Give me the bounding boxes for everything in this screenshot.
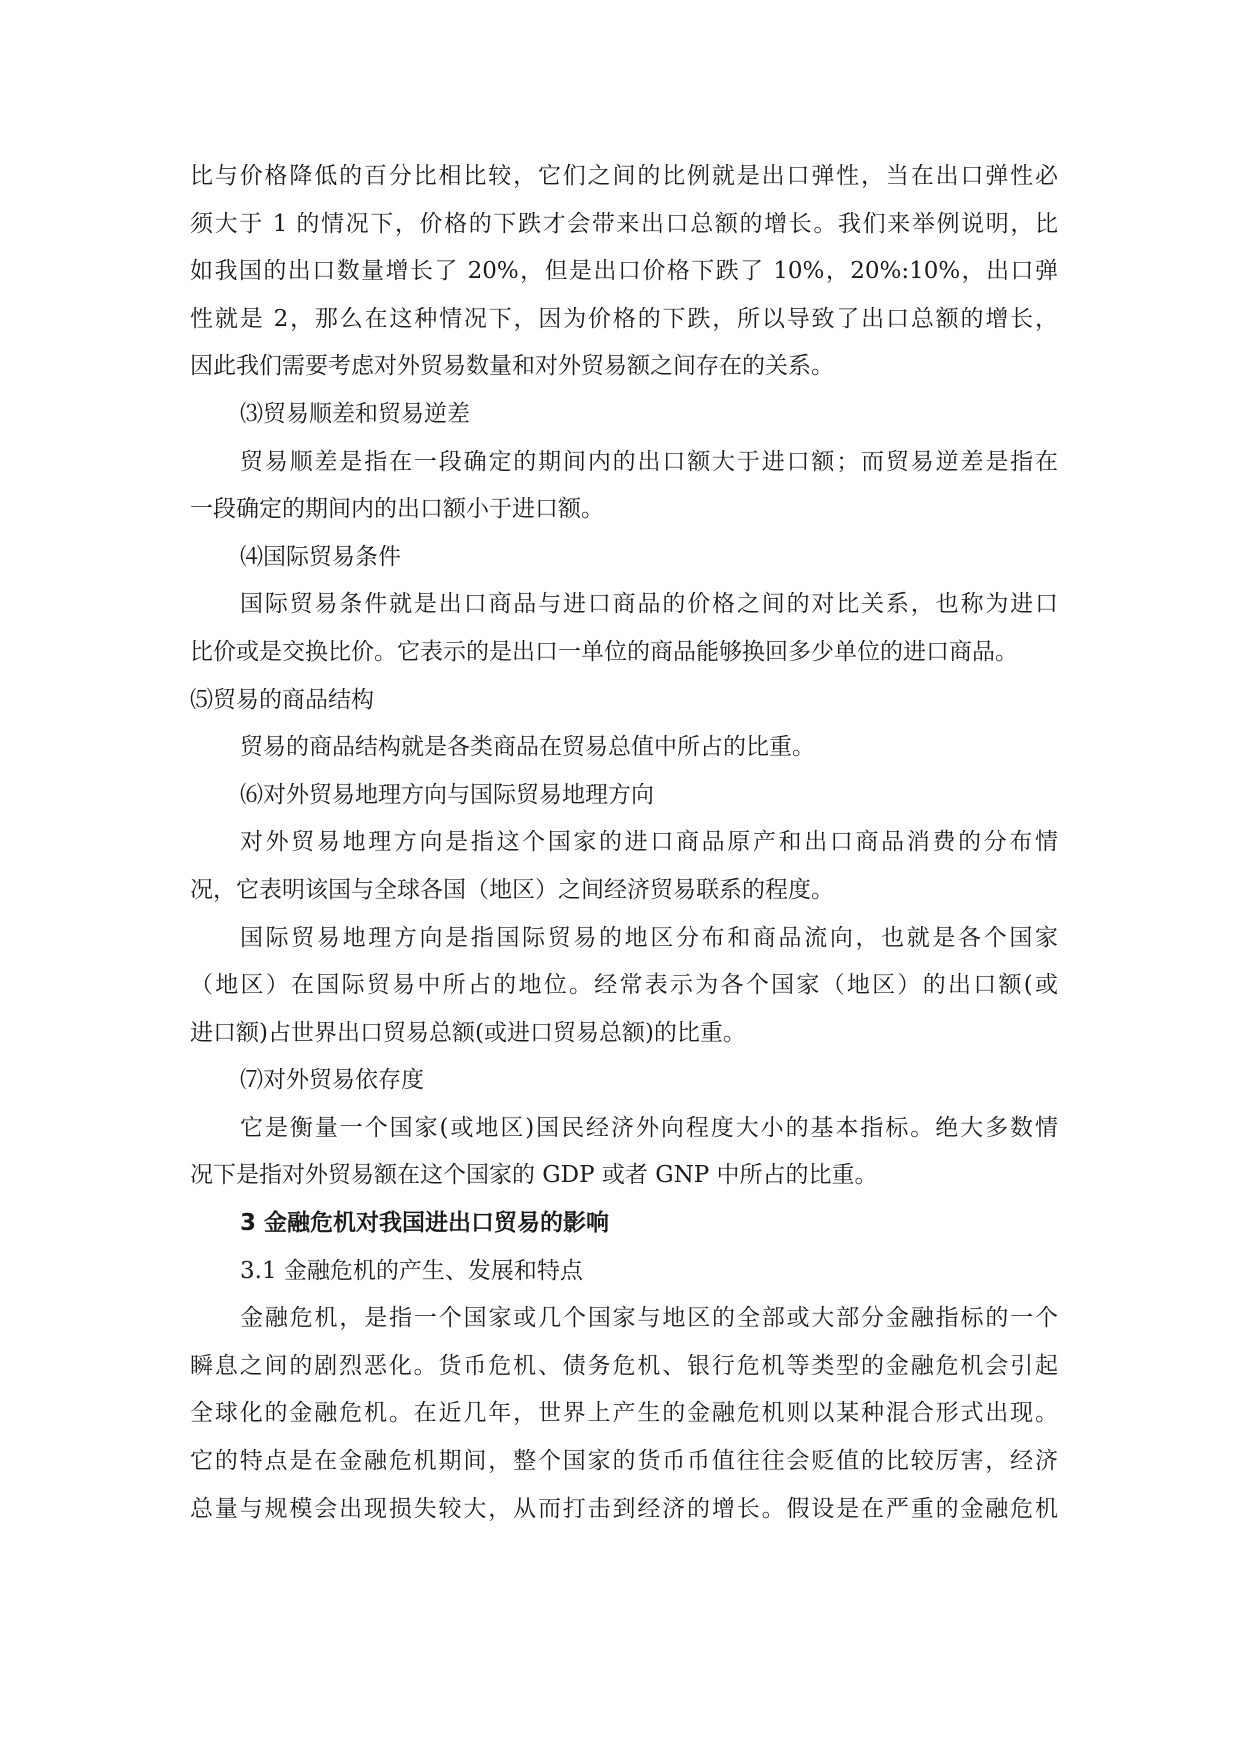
section-heading: ⑸贸易的商品结构 bbox=[190, 686, 374, 713]
section-heading: ⑺对外贸易依存度 bbox=[240, 1067, 424, 1094]
section-heading: ⑶贸易顺差和贸易逆差 bbox=[240, 400, 470, 427]
body-line: 况下是指对外贸易额在这个国家的 GDP 或者 GNP 中所占的比重。 bbox=[190, 1162, 878, 1189]
body-line: 比价或是交换比价。它表示的是出口一单位的商品能够换回多少单位的进口商品。 bbox=[190, 638, 1018, 665]
body-line: 须大于 1 的情况下，价格的下跌才会带来出口总额的增长。我们来举例说明，比 bbox=[190, 210, 1058, 237]
body-line: 国际贸易地理方向是指国际贸易的地区分布和商品流向，也就是各个国家 bbox=[240, 924, 1058, 951]
body-line: 一段确定的期间内的出口额小于进口额。 bbox=[190, 496, 604, 523]
body-line: 况，它表明该国与全球各国（地区）之间经济贸易联系的程度。 bbox=[190, 876, 834, 903]
section-heading: ⑷国际贸易条件 bbox=[240, 543, 401, 570]
document-body bbox=[190, 153, 1058, 1533]
section-heading: ⑹对外贸易地理方向与国际贸易地理方向 bbox=[240, 781, 654, 808]
chapter-heading: 3 金融危机对我国进出口贸易的影响 bbox=[240, 1210, 610, 1237]
body-line: 因此我们需要考虑对外贸易数量和对外贸易额之间存在的关系。 bbox=[190, 353, 834, 380]
body-line: 金融危机，是指一个国家或几个国家与地区的全部或大部分金融指标的一个 bbox=[240, 1305, 1058, 1332]
body-line: 比与价格降低的百分比相比较，它们之间的比例就是出口弹性，当在出口弹性必 bbox=[190, 163, 1058, 189]
body-line: 它的特点是在金融危机期间，整个国家的货币币值往往会贬值的比较厉害，经济 bbox=[190, 1448, 1058, 1475]
subsection-heading: 3.1 金融危机的产生、发展和特点 bbox=[240, 1257, 583, 1284]
body-line: （地区）在国际贸易中所占的地位。经常表示为各个国家（地区）的出口额(或 bbox=[190, 972, 1058, 999]
body-line: 瞬息之间的剧烈恶化。货币危机、债务危机、银行危机等类型的金融危机会引起 bbox=[190, 1352, 1058, 1379]
body-line: 它是衡量一个国家(或地区)国民经济外向程度大小的基本指标。绝大多数情 bbox=[240, 1114, 1058, 1141]
body-line: 贸易的商品结构就是各类商品在贸易总值中所占的比重。 bbox=[240, 734, 815, 761]
body-line: 进口额)占世界出口贸易总额(或进口贸易总额)的比重。 bbox=[190, 1019, 746, 1046]
body-line: 全球化的金融危机。在近几年，世界上产生的金融危机则以某种混合形式出现。 bbox=[190, 1400, 1058, 1427]
body-line: 贸易顺差是指在一段确定的期间内的出口额大于进口额；而贸易逆差是指在 bbox=[240, 448, 1058, 475]
body-line: 国际贸易条件就是出口商品与进口商品的价格之间的对比关系，也称为进口 bbox=[240, 591, 1058, 618]
body-line: 性就是 2，那么在这种情况下，因为价格的下跌，所以导致了出口总额的增长， bbox=[190, 305, 1058, 332]
body-line: 总量与规模会出现损失较大，从而打击到经济的增长。假设是在严重的金融危机 bbox=[190, 1495, 1058, 1522]
body-line: 如我国的出口数量增长了 20%，但是出口价格下跌了 10%，20%:10%，出口弹 bbox=[190, 258, 1058, 285]
body-line: 对外贸易地理方向是指这个国家的进口商品原产和出口商品消费的分布情 bbox=[240, 829, 1058, 856]
